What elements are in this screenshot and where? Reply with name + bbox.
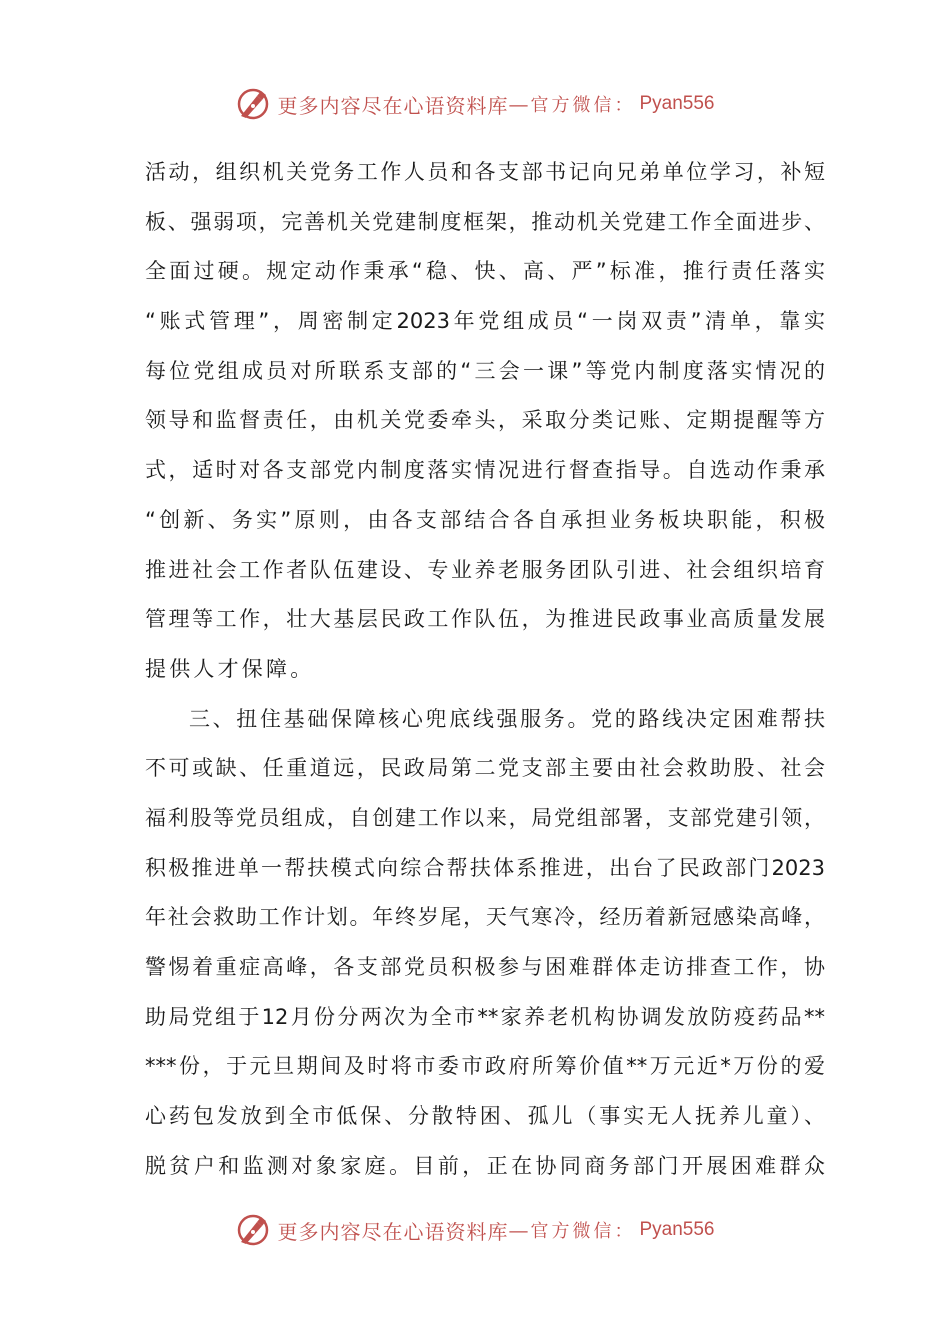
text-line: 提供人才保障。 [145, 656, 315, 681]
text-line: 式，适时对各支部党内制度落实情况进行督查指导。自选动作秉承 [145, 458, 825, 483]
text-line: 年社会救助工作计划。年终岁尾，天气寒冷，经历着新冠感染高峰， [145, 905, 825, 930]
text-line: 助局党组于12月份分两次为全市**家养老机构协调发放防疫药品** [145, 1004, 825, 1029]
footer-banner [0, 1210, 950, 1250]
text-line: ***份，于元旦期间及时将市委市政府所筹价值**万元近*万份的爱 [145, 1054, 825, 1079]
text-line: 警惕着重症高峰，各支部党员积极参与困难群体走访排查工作，协 [145, 955, 825, 979]
text-line: 不可或缺、任重道远，民政局第二党支部主要由社会救助股、社会 [145, 756, 825, 781]
text-line: 积极推进单一帮扶模式向综合帮扶体系推进，出台了民政部门2023 [145, 855, 825, 880]
text-line: 福利股等党员组成，自创建工作以来，局党组部署，支部党建引领， [145, 805, 825, 830]
pen-logo-icon [235, 86, 271, 122]
header-wechat-label: 官方微信： [530, 95, 636, 116]
header-slogan: 更多内容尽在心语资料库 [277, 93, 509, 118]
text-line: 全面过硬。规定动作秉承“稳、快、高、严”标准，推行责任落实 [145, 259, 825, 284]
section-heading-line: 三、扭住基础保障核心兜底线强服务。党的路线决定困难帮扶 [189, 706, 825, 731]
text-line: “账式管理”，周密制定2023年党组成员“一岗双责”清单，靠实 [145, 309, 825, 334]
footer-slogan: 更多内容尽在心语资料库 [277, 1219, 509, 1244]
text-line: 领导和监督责任，由机关党委牵头，采取分类记账、定期提醒等方 [145, 408, 825, 433]
footer-wechat-label: 官方微信： [530, 1221, 636, 1242]
pen-logo-icon [235, 1212, 271, 1248]
text-line: 推进社会工作者队伍建设、专业养老服务团队引进、社会组织培育 [145, 557, 825, 582]
text-line: 脱贫户和监测对象家庭。目前，正在协同商务部门开展困难群众 [145, 1153, 825, 1178]
header-separator: — [508, 92, 529, 116]
text-line: 心药包发放到全市低保、分散特困、孤儿（事实无人抚养儿童）、 [145, 1104, 825, 1129]
header-banner [0, 84, 950, 124]
text-line: 活动，组织机关党务工作人员和各支部书记向兄弟单位学习，补短 [145, 160, 825, 184]
document-body [145, 148, 825, 1191]
footer-separator: — [508, 1218, 529, 1242]
text-line: 管理等工作，壮大基层民政工作队伍，为推进民政事业高质量发展 [145, 607, 825, 632]
text-line: 板、强弱项，完善机关党建制度框架，推动机关党建工作全面进步、 [145, 209, 825, 234]
header-wechat-id: Pyan556 [639, 93, 715, 114]
text-line: “创新、务实”原则，由各支部结合各自承担业务板块职能，积极 [145, 507, 825, 532]
text-line: 每位党组成员对所联系支部的“三会一课”等党内制度落实情况的 [145, 358, 825, 383]
footer-wechat-id: Pyan556 [639, 1219, 715, 1240]
